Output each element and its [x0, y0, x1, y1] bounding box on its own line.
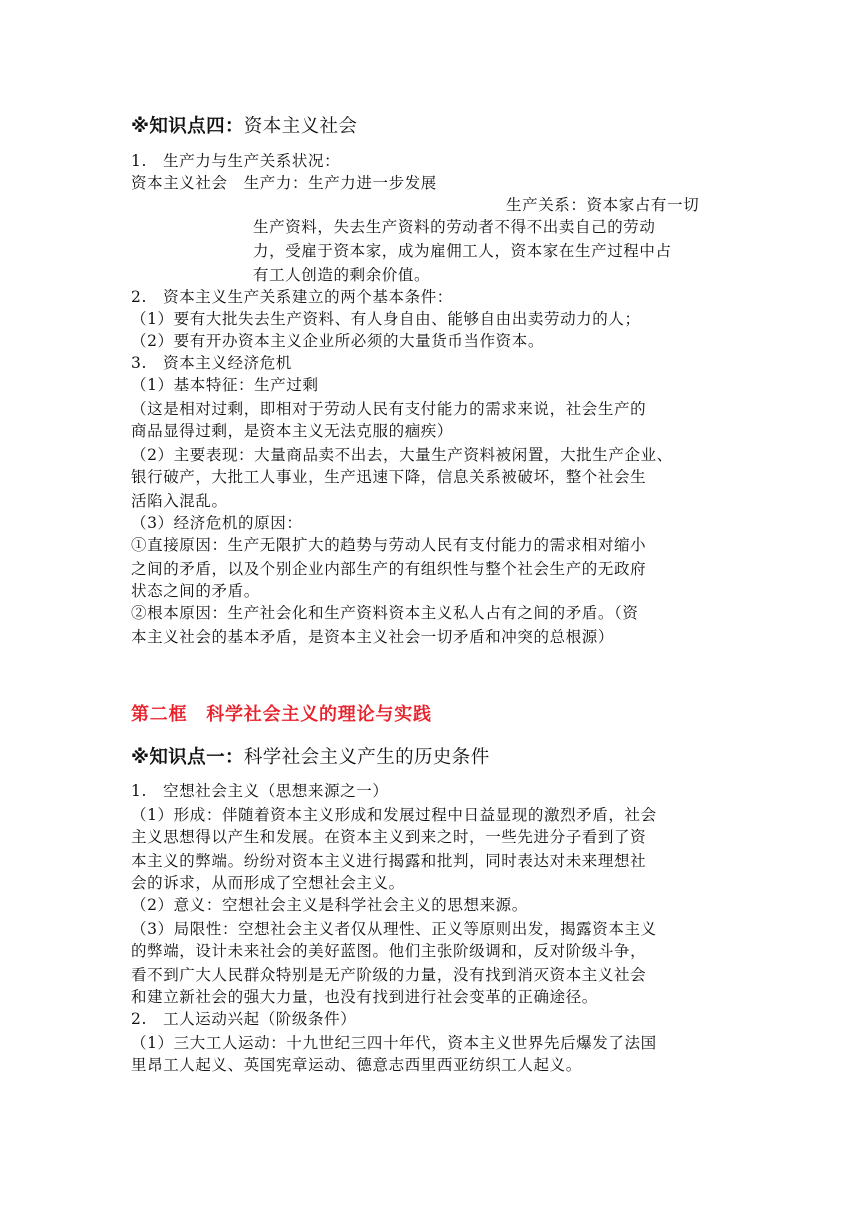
section-heading-1-title: 科学社会主义产生的历史条件	[243, 747, 490, 768]
text-line: 里昂工人起义、英国宪章运动、德意志西里西亚纺织工人起义。	[131, 1056, 582, 1074]
text-line: （2）主要表现：大量商品卖不出去，大量生产资料被闲置，大批生产企业、	[131, 446, 673, 464]
section-heading-4-title: 资本主义社会	[243, 116, 358, 137]
frame-heading: 第二框 科学社会主义的理论与实践	[131, 704, 432, 725]
text-line: 银行破产，大批工人事业，生产迅速下降，信息关系被破坏，整个社会生	[131, 468, 647, 486]
text-line: 主义思想得以产生和发展。在资本主义到来之时，一些先进分子看到了资	[131, 828, 647, 846]
text-line: 生产关系：资本家占有一切	[506, 196, 700, 214]
section-heading-4-mark: ※知识点四：	[131, 116, 244, 137]
text-line: 状态之间的矛盾。	[131, 582, 260, 600]
text-line: （3）经济危机的原因：	[131, 514, 303, 532]
text-line: 力，受雇于资本家，成为雇佣工人，资本家在生产过程中占	[253, 242, 672, 260]
text-line: （1）基本特征：生产过剩	[131, 376, 319, 394]
text-line: ②根本原因：生产社会化和生产资料资本主义私人占有之间的矛盾。（资	[131, 604, 639, 622]
text-line: 1. 生产力与生产关系状况：	[131, 152, 341, 170]
text-line: （2）意义：空想社会主义是科学社会主义的思想来源。	[131, 896, 528, 914]
text-line: 1. 空想社会主义（思想来源之一）	[131, 782, 389, 800]
section-heading-1-mark: ※知识点一：	[131, 747, 244, 768]
text-line: （这是相对过剩，即相对于劳动人民有支付能力的需求来说，社会生产的	[131, 400, 647, 418]
text-line: 活陷入混乱。	[131, 492, 228, 510]
section-heading-4	[131, 114, 357, 140]
text-line: （1）要有大批失去生产资料、有人身自由、能够自由出卖劳动力的人；	[131, 310, 641, 328]
text-line: 会的诉求，从而形成了空想社会主义。	[131, 874, 405, 892]
text-line: 有工人创造的剩余价值。	[253, 266, 431, 284]
text-line: 看不到广大人民群众特别是无产阶级的力量，没有找到消灭资本主义社会	[131, 966, 647, 984]
text-line: 本主义的弊端。纷纷对资本主义进行揭露和批判，同时表达对未来理想社	[131, 852, 647, 870]
text-line: 的弊端，设计未来社会的美好蓝图。他们主张阶级调和，反对阶级斗争，	[131, 942, 647, 960]
text-line: 2. 资本主义生产关系建立的两个基本条件：	[131, 288, 453, 306]
text-line: 商品显得过剩，是资本主义无法克服的痼疾）	[131, 422, 454, 440]
text-line: 资本主义社会 生产力：生产力进一步发展	[131, 174, 437, 192]
text-line: 本主义社会的基本矛盾，是资本主义社会一切矛盾和冲突的总根源）	[131, 628, 615, 646]
text-line: ①直接原因：生产无限扩大的趋势与劳动人民有支付能力的需求相对缩小	[131, 536, 647, 554]
text-line: （2）要有开办资本主义企业所必须的大量货币当作资本。	[131, 332, 544, 350]
text-line: （1）形成：伴随着资本主义形成和发展过程中日益显现的激烈矛盾，社会	[131, 806, 657, 824]
text-line: 之间的矛盾，以及个别企业内部生产的有组织性与整个社会生产的无政府	[131, 560, 647, 578]
text-line: 和建立新社会的强大力量，也没有找到进行社会变革的正确途径。	[131, 988, 598, 1006]
text-line: 生产资料，失去生产资料的劳动者不得不出卖自己的劳动	[253, 218, 656, 236]
text-line: （1）三大工人运动：十九世纪三四十年代，资本主义世界先后爆发了法国	[131, 1034, 657, 1052]
text-line: 2. 工人运动兴起（阶级条件）	[131, 1010, 357, 1028]
section-heading-1	[131, 745, 490, 771]
text-line: （3）局限性：空想社会主义者仅从理性、正义等原则出发，揭露资本主义	[131, 920, 657, 938]
text-line: 3. 资本主义经济危机	[131, 354, 292, 372]
